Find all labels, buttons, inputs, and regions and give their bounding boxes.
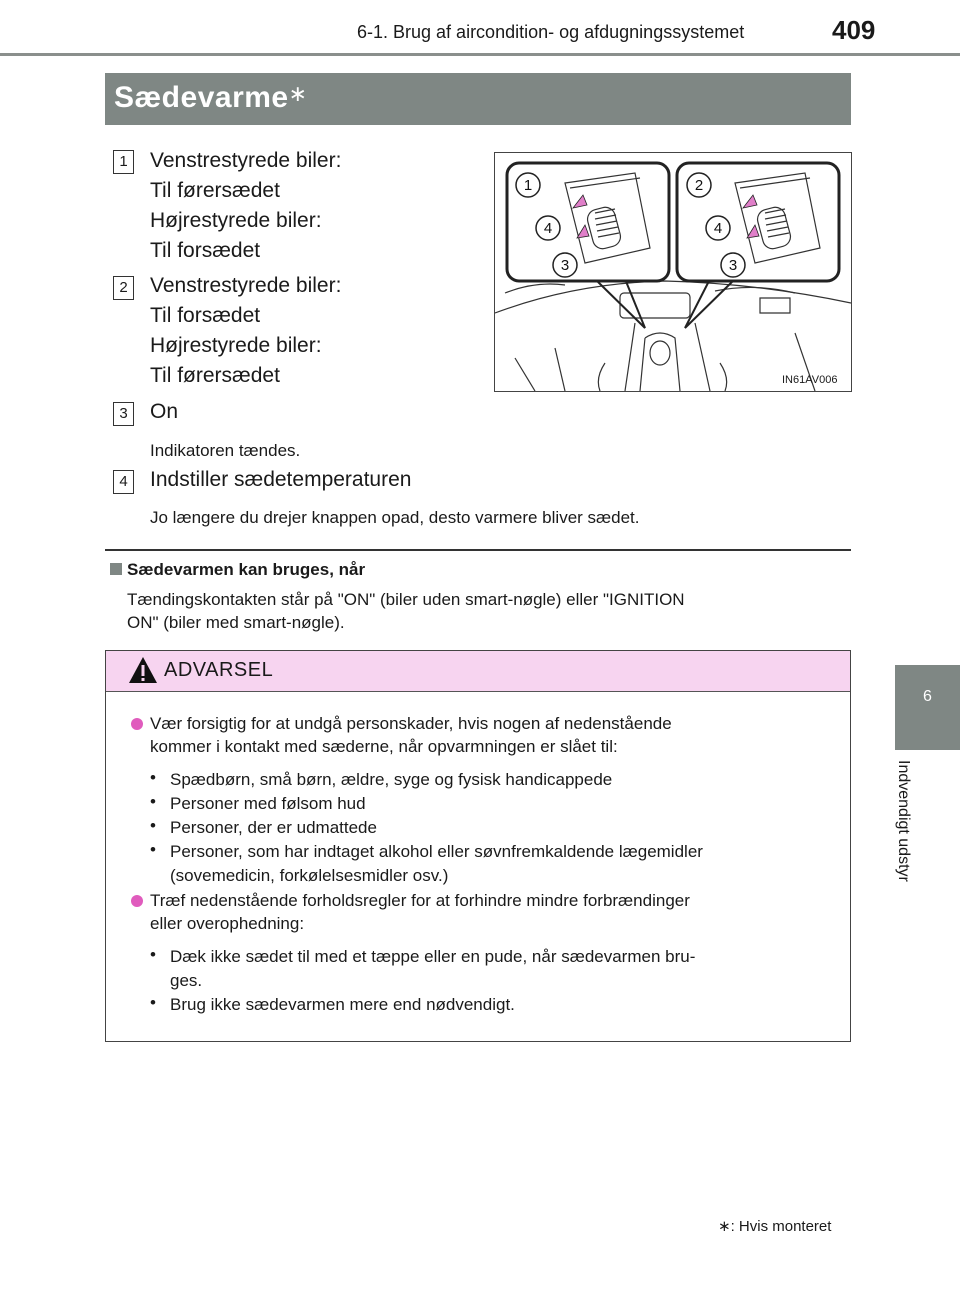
square-bullet-icon — [110, 563, 122, 575]
seat-heater-drawing — [495, 153, 851, 391]
chapter-tab-label — [895, 760, 940, 900]
optional-equipment-mark: ∗ — [288, 81, 308, 106]
item-2-line: Til førersædet — [150, 364, 280, 387]
chapter-tab — [895, 665, 960, 750]
warning-triangle-icon — [128, 655, 158, 685]
figure-code: IN61AV006 — [782, 374, 838, 386]
item-2-text — [150, 271, 341, 391]
item-3-description: Indikatoren tændes. — [150, 441, 301, 460]
chapter-tab-label-text: Indvendigt udstyr — [895, 760, 912, 882]
warning-title: ADVARSEL — [164, 659, 274, 681]
warning-2-line: eller overophedning: — [150, 914, 305, 933]
warning-1-bullet: Personer, som har indtaget alkohol eller søvnfremkaldende lægemidler — [170, 842, 703, 861]
section-title — [114, 81, 308, 115]
warning-1-bullet-cont: (sovemedicin, forkølelsesmidler osv.) — [170, 866, 449, 885]
item-2-line: Venstrestyrede biler: — [150, 274, 342, 297]
list-dot: • — [150, 993, 156, 1012]
section-divider — [105, 549, 851, 551]
item-4-description: Jo længere du drejer knappen opad, desto varmere bliver sædet. — [150, 508, 640, 527]
footnote-text: : Hvis monteret — [730, 1218, 832, 1235]
chapter-tab-number: 6 — [923, 688, 932, 705]
item-2-line: Til forsædet — [150, 304, 261, 327]
warning-1-bullet: Personer, der er udmattede — [170, 818, 377, 837]
item-2-line: Højrestyrede biler: — [150, 334, 322, 357]
warning-1-line: kommer i kontakt med sæderne, når opvarmningen er slået til: — [150, 737, 618, 756]
seat-heater-illustration — [494, 152, 852, 392]
item-1-line: Til førersædet — [150, 179, 280, 202]
item-number-1: 1 — [113, 150, 134, 174]
callout-number: 4 — [543, 220, 553, 237]
item-1-line: Venstrestyrede biler: — [150, 149, 342, 172]
item-1-line: Højrestyrede biler: — [150, 209, 322, 232]
item-1-line: Til forsædet — [150, 239, 261, 262]
list-dot: • — [150, 945, 156, 964]
item-4-text: Indstiller sædetemperaturen — [150, 468, 412, 491]
callout-number: 4 — [713, 220, 723, 237]
warning-2-bullet: Brug ikke sædevarmen mere end nødvendigt. — [170, 995, 515, 1014]
list-dot: • — [150, 816, 156, 835]
item-number-2: 2 — [113, 276, 134, 300]
item-1-text — [150, 146, 341, 266]
list-dot: • — [150, 768, 156, 787]
warning-1-bullet: Spædbørn, små børn, ældre, syge og fysisk handicappede — [170, 770, 613, 789]
callout-pointers — [595, 279, 735, 328]
warning-bullet-icon — [131, 895, 143, 907]
list-dot: • — [150, 840, 156, 859]
section-title-text: Sædevarme — [114, 81, 289, 114]
page-number: 409 — [832, 15, 876, 45]
item-number-4: 4 — [113, 470, 134, 494]
callout-number: 3 — [728, 257, 738, 274]
note-heading: Sædevarmen kan bruges, når — [127, 560, 366, 579]
warning-bullet-icon — [131, 718, 143, 730]
note-line: ON" (biler med smart-nøgle). — [127, 613, 345, 632]
warning-2-bullet-cont: ges. — [170, 971, 203, 990]
warning-1-line: Vær forsigtig for at undgå personskader, hvis nogen af nedenstående — [150, 714, 672, 733]
item-3-text: On — [150, 400, 179, 423]
warning-1-bullet: Personer med følsom hud — [170, 794, 366, 813]
note-line: Tændingskontakten står på "ON" (biler uden smart-nøgle) eller "IGNITION — [127, 590, 685, 609]
footnote — [718, 1217, 831, 1235]
header-divider — [0, 53, 960, 56]
callout-number: 3 — [560, 257, 570, 274]
callout-number: 1 — [523, 177, 533, 194]
footnote-mark: ∗ — [718, 1218, 731, 1235]
chapter-header-title: 6-1. Brug af aircondition- og afdugningssystemet — [357, 22, 745, 42]
callout-number: 2 — [694, 177, 704, 194]
warning-2-line: Træf nedenstående forholdsregler for at forhindre mindre forbrændinger — [150, 891, 690, 910]
list-dot: • — [150, 792, 156, 811]
item-number-3: 3 — [113, 402, 134, 426]
warning-2-bullet: Dæk ikke sædet til med et tæppe eller en pude, når sædevarmen bru- — [170, 947, 696, 966]
